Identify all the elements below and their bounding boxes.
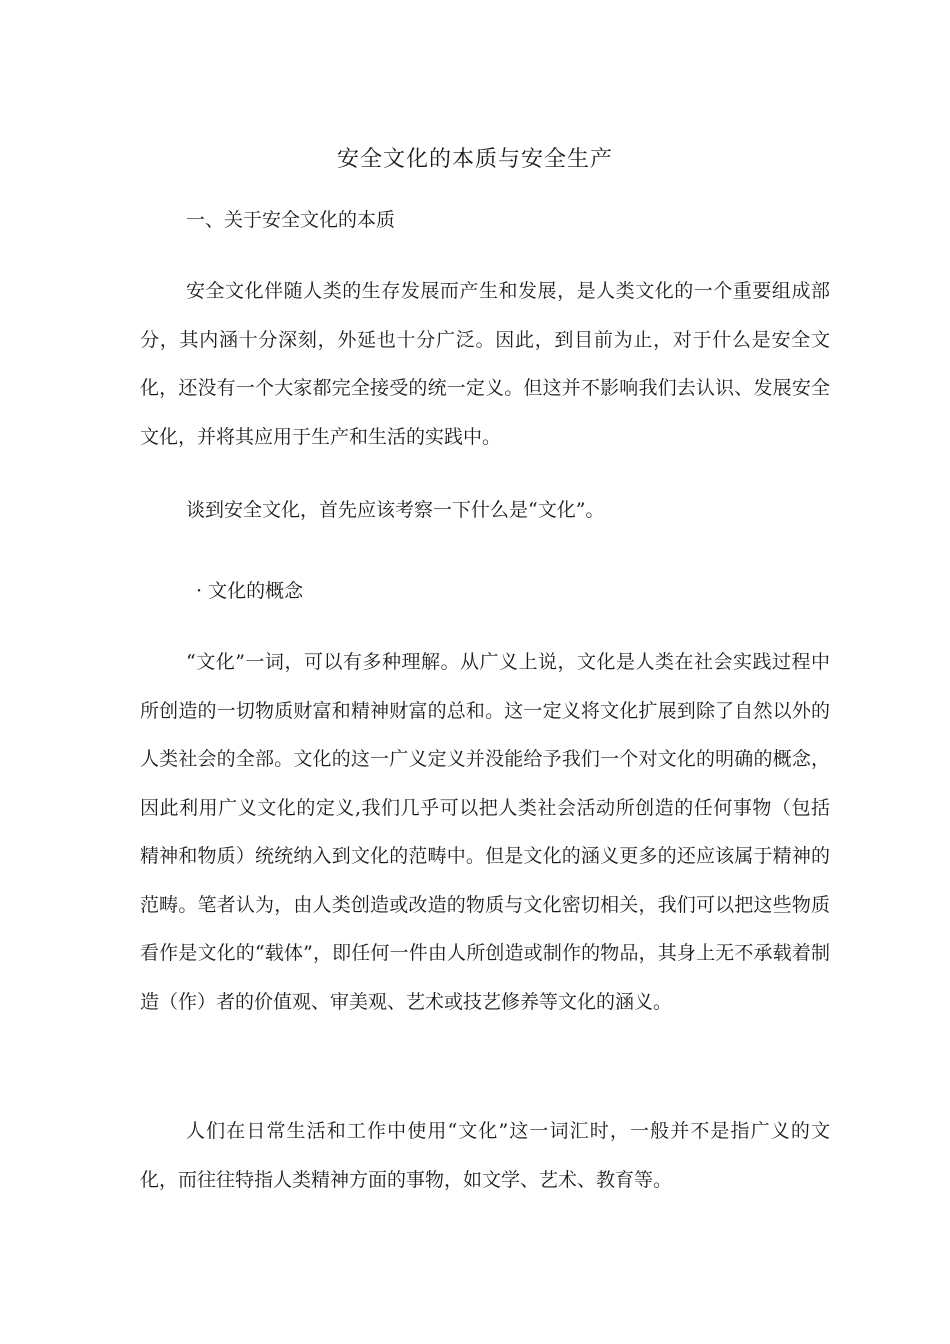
paragraph-culture-definition: “文化”一词，可以有多种理解。从广义上说，文化是人类在社会实践过程中所创造的一切物质财富和精神财富的总和。这一定义将文化扩展到除了自然以外的人类社会的全部。文化的这一广义定义并没能给予我们一个对文化的明确的概念，因此利用广义文化的定义,我们几乎可以把人类社会活动所创造的任何事物（包括精神和物质）统统纳入到文化的范畴中。但是文化的涵义更多的还应该属于精神的范畴。笔者认为，由人类创造或改造的物质与文化密切相关，我们可以把这些物质看作是文化的“载体”，即任何一件由人所创造或制作的物品，其身上无不承载着制造（作）者的价值观、审美观、艺术或技艺修养等文化的涵义。 — [140, 651, 830, 1013]
section-heading: 一、关于安全文化的本质 — [186, 209, 396, 231]
paragraph-everyday-usage: 人们在日常生活和工作中使用“文化”这一词汇时，一般并不是指广义的文化，而往往特指人类精神方面的事物，如文学、艺术、教育等。 — [140, 1120, 830, 1191]
paragraph-intro: 安全文化伴随人类的生存发展而产生和发展，是人类文化的一个重要组成部分，其内涵十分深刻，外延也十分广泛。因此，到目前为止，对于什么是安全文化，还没有一个大家都完全接受的统一定义。但这并不影响我们去认识、发展安全文化，并将其应用于生产和生活的实践中。 — [140, 280, 830, 448]
document-title: 安全文化的本质与安全生产 — [336, 147, 613, 172]
paragraph-culture-question: 谈到安全文化，首先应该考察一下什么是“文化”。 — [186, 499, 605, 521]
subheading-concept: · 文化的概念 — [196, 580, 304, 602]
